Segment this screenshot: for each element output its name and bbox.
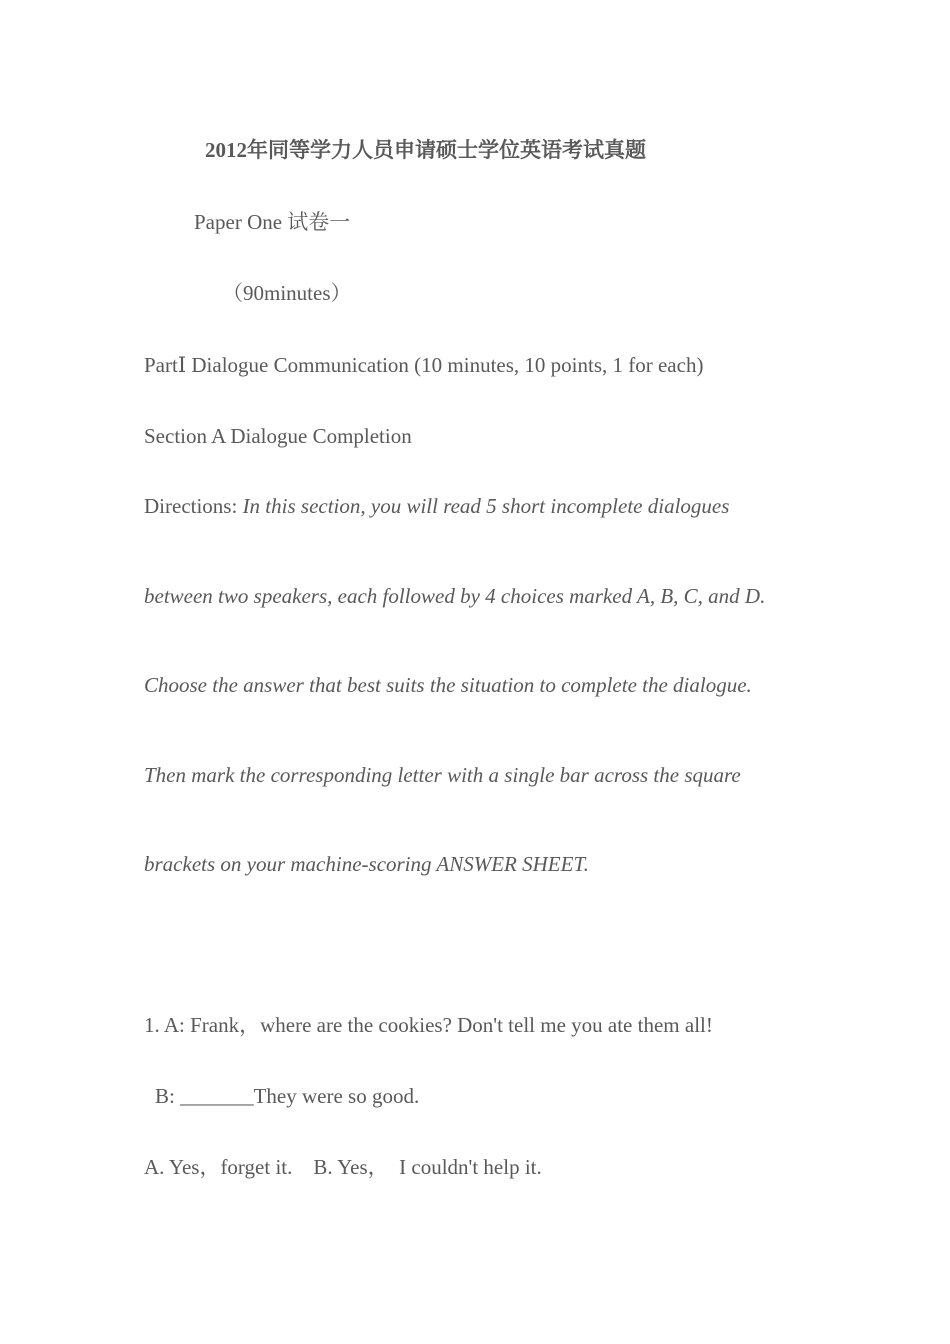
directions-text: In this section, you will read 5 short incomplete dialogues (242, 494, 730, 518)
part-heading: PartⅠ Dialogue Communication (10 minutes, 10 points, 1 for each) (144, 353, 704, 377)
directions-line-1 (144, 496, 729, 517)
directions-line-5: brackets on your machine-scoring ANSWER SHEET. (144, 852, 589, 876)
directions-line-3: Choose the answer that best suits the situation to complete the dialogue. (144, 673, 752, 697)
document-title: 2012年同等学力人员申请硕士学位英语考试真题 (205, 138, 646, 162)
question-1-options: A. Yes，forget it. B. Yes， I couldn't help it. (144, 1155, 542, 1179)
section-heading: Section A Dialogue Completion (144, 424, 412, 448)
duration-text: （90minutes） (222, 281, 352, 305)
question-1-speaker-a: 1. A: Frank，where are the cookies? Don't tell me you ate them all! (144, 1013, 713, 1037)
directions-line-2: between two speakers, each followed by 4 choices marked A, B, C, and D. (144, 584, 766, 608)
directions-line-4: Then mark the corresponding letter with a single bar across the square (144, 763, 741, 787)
paper-heading: Paper One 试卷一 (194, 210, 351, 234)
question-1-speaker-b: B: _______They were so good. (155, 1084, 420, 1108)
directions-label: Directions: (144, 494, 243, 518)
